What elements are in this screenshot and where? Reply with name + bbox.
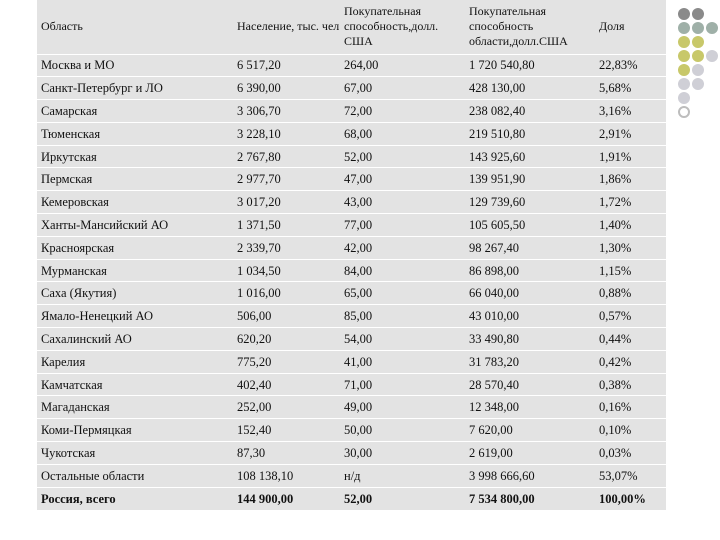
header-region: Область [37, 0, 233, 54]
cell-region-purchasing-power: 28 570,40 [465, 373, 595, 396]
cell-region-purchasing-power: 3 998 666,60 [465, 464, 595, 487]
total-region: Россия, всего [37, 487, 233, 510]
header-purchasing-power: Покупательная способность,долл. США [340, 0, 465, 54]
cell-purchasing-power: 72,00 [340, 100, 465, 123]
cell-share: 22,83% [599, 58, 638, 73]
cell-region: Самарская [37, 100, 233, 123]
total-region-purchasing-power: 7 534 800,00 [465, 487, 595, 510]
cell-region: Тюменская [37, 122, 233, 145]
cell-population: 402,40 [233, 373, 340, 396]
table-row [37, 442, 666, 465]
cell-region: Магаданская [37, 396, 233, 419]
cell-population: 3 017,20 [233, 191, 340, 214]
cell-region: Кемеровская [37, 191, 233, 214]
cell-share: 1,30% [595, 236, 666, 259]
dot-light [692, 64, 704, 76]
table-row [37, 145, 666, 168]
cell-region: Ямало-Ненецкий АО [37, 305, 233, 328]
cell-population: 252,00 [233, 396, 340, 419]
total-purchasing-power: 52,00 [340, 487, 465, 510]
cell-purchasing-power: 52,00 [340, 145, 465, 168]
dot-olive [678, 36, 690, 48]
table-row [37, 100, 666, 123]
total-share: 100,00% [595, 487, 666, 510]
dot-light [706, 50, 718, 62]
cell-population: 2 977,70 [233, 168, 340, 191]
cell-purchasing-power: 54,00 [340, 328, 465, 351]
dot-ring [678, 106, 690, 118]
cell-purchasing-power: 85,00 [340, 305, 465, 328]
cell-purchasing-power: н/д [340, 464, 465, 487]
cell-share: 0,42% [595, 350, 666, 373]
table-row [37, 54, 666, 77]
cell-region: Иркутская [37, 145, 233, 168]
cell-purchasing-power: 30,00 [340, 442, 465, 465]
dot-teal [706, 22, 718, 34]
cell-population: 87,30 [233, 442, 340, 465]
header-share: Доля [595, 0, 666, 54]
cell-region-purchasing-power: 7 620,00 [465, 419, 595, 442]
cell-region: Остальные области [37, 464, 233, 487]
cell-region-purchasing-power: 428 130,00 [465, 77, 595, 100]
cell-region: Коми-Пермяцкая [37, 419, 233, 442]
header-region-purchasing-power: Покупательная способность области,долл.США [465, 0, 595, 54]
cell-region: Камчатская [37, 373, 233, 396]
dot-teal [692, 22, 704, 34]
cell-population: 1 034,50 [233, 259, 340, 282]
table-row [37, 259, 666, 282]
dot-light [678, 78, 690, 90]
cell-purchasing-power: 71,00 [340, 373, 465, 396]
cell-region: Мурманская [37, 259, 233, 282]
cell-share: 0,57% [595, 305, 666, 328]
cell-region: Москва и МО [41, 58, 115, 73]
cell-population: 6 390,00 [233, 77, 340, 100]
cell-population: 3 306,70 [233, 100, 340, 123]
cell-population: 1 016,00 [233, 282, 340, 305]
cell-purchasing-power: 68,00 [340, 122, 465, 145]
cell-region-purchasing-power: 238 082,40 [465, 100, 595, 123]
cell-population: 3 228,10 [233, 122, 340, 145]
cell-purchasing-power: 42,00 [340, 236, 465, 259]
total-population: 144 900,00 [233, 487, 340, 510]
cell-region-purchasing-power: 12 348,00 [465, 396, 595, 419]
table-row [37, 350, 666, 373]
table-row [37, 77, 666, 100]
header-population: Население, тыс. чел [233, 0, 340, 54]
cell-population: 2 767,80 [233, 145, 340, 168]
cell-share: 1,15% [595, 259, 666, 282]
cell-share: 1,91% [595, 145, 666, 168]
table-row [37, 122, 666, 145]
dot-light [678, 92, 690, 104]
table-row [37, 191, 666, 214]
cell-purchasing-power: 43,00 [340, 191, 465, 214]
cell-region-purchasing-power: 105 605,50 [465, 214, 595, 237]
cell-population: 1 371,50 [233, 214, 340, 237]
cell-population: 152,40 [233, 419, 340, 442]
table-row [37, 168, 666, 191]
cell-share: 0,10% [595, 419, 666, 442]
cell-share: 0,03% [595, 442, 666, 465]
cell-region-purchasing-power: 1 720 540,80 [469, 58, 535, 73]
cell-region-purchasing-power: 139 951,90 [465, 168, 595, 191]
table-row [37, 419, 666, 442]
table-row [37, 305, 666, 328]
cell-share: 1,86% [595, 168, 666, 191]
table-row [37, 396, 666, 419]
cell-purchasing-power: 77,00 [340, 214, 465, 237]
cell-region: Саха (Якутия) [37, 282, 233, 305]
purchasing-power-table-panel [37, 0, 666, 510]
table-header-row [37, 0, 666, 54]
dot-olive [692, 50, 704, 62]
table-row [37, 214, 666, 237]
cell-purchasing-power: 65,00 [340, 282, 465, 305]
dot-olive [678, 64, 690, 76]
purchasing-power-table [37, 0, 666, 510]
cell-share: 1,72% [595, 191, 666, 214]
cell-region-purchasing-power: 129 739,60 [465, 191, 595, 214]
cell-region: Карелия [37, 350, 233, 373]
cell-purchasing-power: 41,00 [340, 350, 465, 373]
dot-teal [678, 22, 690, 34]
cell-purchasing-power: 264,00 [344, 58, 379, 73]
cell-region: Чукотская [37, 442, 233, 465]
cell-region: Санкт-Петербург и ЛО [37, 77, 233, 100]
cell-region-purchasing-power: 66 040,00 [465, 282, 595, 305]
cell-share: 0,44% [595, 328, 666, 351]
cell-region: Красноярская [37, 236, 233, 259]
cell-region: Сахалинский АО [37, 328, 233, 351]
cell-population: 6 517,20 [237, 58, 281, 73]
cell-purchasing-power: 67,00 [340, 77, 465, 100]
table-total-row [37, 487, 666, 510]
table-body [37, 54, 666, 510]
cell-region-purchasing-power: 219 510,80 [465, 122, 595, 145]
cell-share: 5,68% [595, 77, 666, 100]
cell-region-purchasing-power: 86 898,00 [465, 259, 595, 282]
cell-purchasing-power: 47,00 [340, 168, 465, 191]
table-row [37, 464, 666, 487]
cell-purchasing-power: 84,00 [340, 259, 465, 282]
dot-olive [692, 36, 704, 48]
cell-region-purchasing-power: 98 267,40 [465, 236, 595, 259]
dot-dark [678, 8, 690, 20]
dot-dark [692, 8, 704, 20]
cell-region-purchasing-power: 143 925,60 [465, 145, 595, 168]
cell-share: 53,07% [595, 464, 666, 487]
table-row [37, 373, 666, 396]
cell-share: 0,38% [595, 373, 666, 396]
cell-population: 620,20 [233, 328, 340, 351]
cell-region-purchasing-power: 33 490,80 [465, 328, 595, 351]
dot-olive [678, 50, 690, 62]
cell-region: Пермская [37, 168, 233, 191]
cell-population: 2 339,70 [233, 236, 340, 259]
cell-region-purchasing-power: 31 783,20 [465, 350, 595, 373]
table-row [37, 236, 666, 259]
cell-population: 506,00 [233, 305, 340, 328]
cell-share: 3,16% [595, 100, 666, 123]
cell-share: 1,40% [595, 214, 666, 237]
cell-population: 108 138,10 [233, 464, 340, 487]
cell-share: 0,16% [595, 396, 666, 419]
table-row [37, 282, 666, 305]
cell-purchasing-power: 49,00 [340, 396, 465, 419]
cell-share: 0,88% [595, 282, 666, 305]
dot-light [692, 78, 704, 90]
cell-share: 2,91% [595, 122, 666, 145]
cell-region: Ханты-Мансийский АО [37, 214, 233, 237]
table-row [37, 328, 666, 351]
cell-purchasing-power: 50,00 [340, 419, 465, 442]
cell-region-purchasing-power: 43 010,00 [465, 305, 595, 328]
cell-region-purchasing-power: 2 619,00 [465, 442, 595, 465]
cell-population: 775,20 [233, 350, 340, 373]
